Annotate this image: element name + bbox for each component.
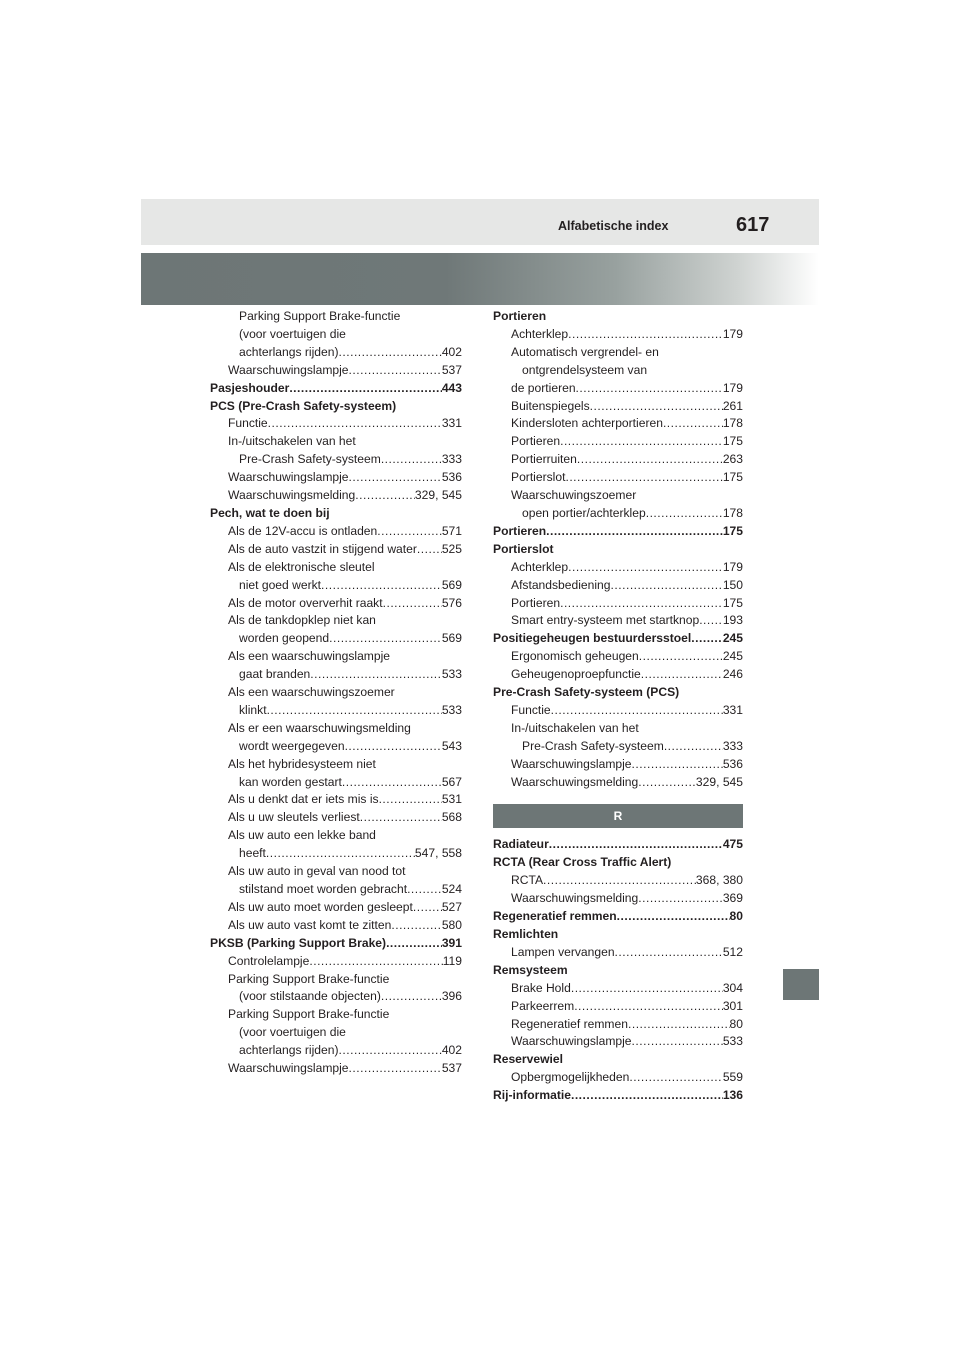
- leader-dots: [360, 809, 442, 827]
- leader-dots: [574, 998, 723, 1016]
- page-reference: 576: [441, 595, 462, 610]
- section-letter-header: R: [493, 804, 743, 828]
- index-entry-text: Waarschuwingslampje: [228, 470, 349, 485]
- leader-dots: [590, 398, 723, 416]
- leader-dots: [646, 505, 723, 523]
- page-reference: 533: [441, 667, 462, 682]
- index-subentry: [493, 433, 743, 451]
- index-entry-text: Geheugenoproepfunctie: [511, 667, 641, 682]
- leader-dots: [560, 433, 723, 451]
- page-reference: 245: [722, 631, 743, 646]
- page-reference: 533: [441, 702, 462, 717]
- chapter-side-tab: [783, 969, 819, 1000]
- index-entry: [493, 308, 743, 326]
- leader-dots: [309, 953, 442, 971]
- index-subentry: [210, 415, 462, 433]
- page-reference: 80: [729, 1016, 743, 1031]
- leader-dots: [386, 935, 442, 953]
- index-subentry: [493, 720, 743, 738]
- index-subentry: [493, 1016, 743, 1034]
- index-entry: [493, 684, 743, 702]
- index-subentry: [493, 756, 743, 774]
- index-entry-text: Kindersloten achterportieren: [511, 416, 663, 431]
- leader-dots: [617, 908, 730, 926]
- page-reference: 569: [441, 577, 462, 592]
- index-entry: [210, 505, 462, 523]
- index-subentry: [493, 451, 743, 469]
- leader-dots: [560, 595, 723, 613]
- page-reference: 527: [441, 899, 462, 914]
- index-entry: [493, 926, 743, 944]
- index-subentry: [210, 774, 462, 792]
- index-entry-text: Regeneratief remmen: [493, 909, 617, 924]
- index-entry-text: Automatisch vergrendel- en: [511, 344, 659, 359]
- page-reference: 178: [722, 505, 743, 520]
- index-subentry: [210, 1042, 462, 1060]
- index-column-right: [493, 308, 743, 1105]
- page-reference: 536: [441, 470, 462, 485]
- leader-dots: [638, 774, 696, 792]
- page-reference: 531: [441, 792, 462, 807]
- leader-dots: [377, 523, 442, 541]
- leader-dots: [638, 890, 723, 908]
- leader-dots: [546, 523, 723, 541]
- leader-dots: [568, 326, 723, 344]
- leader-dots: [549, 836, 723, 854]
- leader-dots: [381, 988, 442, 1006]
- page-reference: 402: [441, 1043, 462, 1058]
- index-entry-text: Ergonomisch geheugen: [511, 649, 639, 664]
- leader-dots: [571, 980, 723, 998]
- index-entry-text: Positiegeheugen bestuurdersstoel: [493, 631, 692, 646]
- index-subentry: [493, 469, 743, 487]
- index-subentry: [493, 666, 743, 684]
- index-entry-text: Pech, wat te doen bij: [210, 505, 330, 520]
- page-reference: 391: [441, 935, 462, 950]
- leader-dots: [699, 612, 723, 630]
- index-entry-text: In-/uitschakelen van het: [228, 434, 356, 449]
- leader-dots: [629, 1069, 722, 1087]
- leader-dots: [632, 756, 723, 774]
- index-subentry: [210, 523, 462, 541]
- page-reference: 179: [722, 326, 743, 341]
- index-entry-text: kan worden gestart: [239, 774, 342, 789]
- index-entry-text: Regeneratief remmen: [511, 1016, 628, 1031]
- index-subentry: [493, 380, 743, 398]
- page-header-title: Alfabetische index: [558, 219, 669, 233]
- index-entry-text: Remsysteem: [493, 962, 568, 977]
- leader-dots: [349, 362, 442, 380]
- index-entry: [493, 908, 743, 926]
- index-subentry: [493, 1033, 743, 1051]
- leader-dots: [628, 1016, 730, 1034]
- index-subentry: [210, 630, 462, 648]
- page-reference: 136: [722, 1088, 743, 1103]
- index-entry-text: de portieren: [511, 380, 576, 395]
- index-subentry: [210, 899, 462, 917]
- index-entry-text: PKSB (Parking Support Brake): [210, 935, 387, 950]
- index-entry-text: gaat branden: [239, 667, 311, 682]
- index-entry-text: (voor voertuigen die: [239, 326, 346, 341]
- index-entry-text: (voor voertuigen die: [239, 1025, 346, 1040]
- index-entry-text: Als u denkt dat er iets mis is: [228, 792, 379, 807]
- leader-dots: [342, 774, 442, 792]
- index-entry-text: Waarschuwingsmelding: [228, 488, 356, 503]
- index-entry-text: Als de tankdopklep niet kan: [228, 613, 376, 628]
- page-reference: 537: [441, 1061, 462, 1076]
- page-reference: 175: [722, 595, 743, 610]
- page-reference: 543: [441, 738, 462, 753]
- page-reference: 580: [441, 917, 462, 932]
- index-entry-text: Als de auto vastzit in stijgend water: [228, 541, 417, 556]
- index-entry-text: In-/uitschakelen van het: [511, 720, 639, 735]
- index-entry-text: PCS (Pre-Crash Safety-systeem): [210, 398, 397, 413]
- index-entry-text: niet goed werkt: [239, 577, 322, 592]
- page-reference: 179: [722, 559, 743, 574]
- index-entry: [493, 962, 743, 980]
- index-subentry: [493, 1069, 743, 1087]
- leader-dots: [413, 899, 442, 917]
- index-subentry: [210, 344, 462, 362]
- index-subentry: [210, 1006, 462, 1024]
- leader-dots: [349, 469, 442, 487]
- leader-dots: [565, 469, 722, 487]
- index-entry-text: Waarschuwingsmelding: [511, 774, 639, 789]
- index-entry-text: ontgrendelsysteem van: [522, 362, 648, 377]
- page-reference: 178: [722, 416, 743, 431]
- leader-dots: [379, 791, 442, 809]
- page-reference: 443: [441, 380, 462, 395]
- leader-dots: [407, 881, 442, 899]
- leader-dots: [551, 702, 723, 720]
- decorative-gradient-bar: [141, 253, 819, 305]
- index-subentry: [493, 702, 743, 720]
- page-reference: 333: [441, 452, 462, 467]
- index-entry-text: Buitenspiegels: [511, 398, 590, 413]
- leader-dots: [345, 738, 442, 756]
- index-entry-text: Achterklep: [511, 326, 569, 341]
- leader-dots: [266, 845, 415, 863]
- page-reference: 175: [722, 434, 743, 449]
- leader-dots: [349, 1060, 442, 1078]
- index-entry-text: Pre-Crash Safety-systeem: [239, 452, 381, 467]
- index-subentry: [493, 648, 743, 666]
- index-entry-text: Als de 12V-accu is ontladen: [228, 523, 378, 538]
- index-subentry: [493, 415, 743, 433]
- index-entry: [493, 630, 743, 648]
- leader-dots: [321, 577, 442, 595]
- page-reference: 537: [441, 362, 462, 377]
- index-entry-text: Pasjeshouder: [210, 380, 290, 395]
- page-reference: 369: [722, 891, 743, 906]
- index-subentry: [493, 344, 743, 362]
- index-entry: [493, 836, 743, 854]
- leader-dots: [289, 380, 442, 398]
- leader-dots: [329, 630, 442, 648]
- index-subentry: [493, 326, 743, 344]
- index-entry-text: Portieren: [511, 595, 561, 610]
- page-reference: 119: [442, 953, 462, 968]
- leader-dots: [615, 944, 723, 962]
- index-entry-text: (voor stilstaande objecten): [239, 989, 381, 1004]
- index-entry-text: RCTA (Rear Cross Traffic Alert): [493, 855, 672, 870]
- index-entry-text: achterlangs rijden): [239, 344, 339, 359]
- index-entry-text: Waarschuwingszoemer: [511, 488, 637, 503]
- index-entry-text: Als u uw sleutels verliest: [228, 810, 360, 825]
- leader-dots: [267, 702, 442, 720]
- index-entry-text: Waarschuwingsmelding: [511, 891, 639, 906]
- index-entry-text: wordt weergegeven: [239, 738, 345, 753]
- index-entry-text: Functie: [511, 702, 551, 717]
- index-entry-text: Controlelampje: [228, 953, 310, 968]
- index-subentry: [210, 362, 462, 380]
- index-subentry: [493, 890, 743, 908]
- page-reference: 80: [729, 909, 743, 924]
- page-reference: 533: [722, 1034, 743, 1049]
- leader-dots: [663, 415, 723, 433]
- index-entry-text: Als uw auto vast komt te zitten: [228, 917, 392, 932]
- page-reference: 567: [441, 774, 462, 789]
- page-reference: 246: [722, 667, 743, 682]
- index-entry-text: Pre-Crash Safety-systeem (PCS): [493, 685, 680, 700]
- index-subentry: [493, 398, 743, 416]
- page-reference: 512: [722, 944, 743, 959]
- index-entry-text: Portieren: [493, 309, 547, 323]
- index-entry-text: Rij-informatie: [493, 1088, 571, 1103]
- index-entry: [210, 398, 462, 416]
- leader-dots: [568, 559, 723, 577]
- index-entry-text: Als uw auto in geval van nood tot: [228, 864, 406, 879]
- index-subentry: [493, 559, 743, 577]
- index-subentry: [493, 612, 743, 630]
- index-subentry: [210, 433, 462, 451]
- page-reference: 245: [722, 649, 743, 664]
- index-subentry: [210, 308, 462, 326]
- index-entry-text: open portier/achterklep: [522, 505, 646, 520]
- index-entry-text: Waarschuwingslampje: [511, 756, 632, 771]
- page-reference: 329, 545: [414, 488, 462, 503]
- index-entry-text: Reservewiel: [493, 1052, 563, 1067]
- index-subentry: [210, 988, 462, 1006]
- index-entry-text: worden geopend: [239, 631, 330, 646]
- index-subentry: [210, 648, 462, 666]
- index-subentry: [493, 944, 743, 962]
- index-entry: [493, 1051, 743, 1069]
- index-subentry: [210, 971, 462, 989]
- index-subentry: [210, 953, 462, 971]
- index-entry-text: Als er een waarschuwingsmelding: [228, 720, 411, 735]
- index-subentry: [493, 487, 743, 505]
- page-reference: 568: [441, 810, 462, 825]
- leader-dots: [577, 451, 723, 469]
- page-reference: 175: [722, 470, 743, 485]
- index-entry: [210, 380, 462, 398]
- index-subentry: [210, 738, 462, 756]
- leader-dots: [355, 487, 415, 505]
- leader-dots: [268, 415, 442, 433]
- index-subentry: [210, 595, 462, 613]
- page-number: 617: [736, 214, 770, 236]
- index-subentry: [210, 809, 462, 827]
- index-subentry: [210, 881, 462, 899]
- leader-dots: [632, 1033, 723, 1051]
- leader-dots: [611, 577, 723, 595]
- index-entry-text: Radiateur: [493, 837, 549, 852]
- page-reference: 559: [722, 1070, 743, 1085]
- index-entry-text: Functie: [228, 416, 268, 431]
- index-subentry: [210, 845, 462, 863]
- index-subentry: [210, 827, 462, 845]
- page-reference: 396: [441, 989, 462, 1004]
- index-subentry: [210, 917, 462, 935]
- page-reference: 569: [441, 631, 462, 646]
- leader-dots: [543, 872, 696, 890]
- index-column-left: [210, 308, 462, 1078]
- page-reference: 368, 380: [695, 873, 743, 888]
- page-reference: 331: [722, 702, 743, 717]
- page-reference: 261: [722, 398, 743, 413]
- index-entry-text: Remlichten: [493, 927, 559, 941]
- index-entry-text: Als uw auto moet worden gesleept: [228, 899, 413, 914]
- page-reference: 402: [441, 344, 462, 359]
- index-subentry: [210, 612, 462, 630]
- index-entry-text: Portieren: [493, 523, 547, 538]
- index-entry-text: Portieren: [511, 434, 561, 449]
- index-subentry: [493, 774, 743, 792]
- index-subentry: [493, 738, 743, 756]
- leader-dots: [339, 344, 442, 362]
- page-reference: 175: [722, 523, 743, 538]
- index-subentry: [210, 577, 462, 595]
- leader-dots: [571, 1087, 723, 1105]
- index-subentry: [210, 326, 462, 344]
- page-reference: 525: [441, 541, 462, 556]
- index-subentry: [493, 998, 743, 1016]
- index-subentry: [210, 1024, 462, 1042]
- leader-dots: [576, 380, 723, 398]
- page-reference: 536: [722, 756, 743, 771]
- page-reference: 571: [441, 523, 462, 538]
- index-entry-text: Portierslot: [511, 470, 566, 485]
- page-reference: 301: [722, 998, 743, 1013]
- leader-dots: [664, 738, 723, 756]
- page-reference: 179: [722, 380, 743, 395]
- index-entry-text: Als het hybridesysteem niet: [228, 756, 376, 771]
- leader-dots: [310, 666, 442, 684]
- index-entry-text: Waarschuwingslampje: [228, 362, 349, 377]
- page-reference: 333: [722, 738, 743, 753]
- index-subentry: [210, 1060, 462, 1078]
- page-reference: 475: [722, 837, 743, 852]
- leader-dots: [417, 541, 442, 559]
- page-reference: 263: [722, 452, 743, 467]
- index-subentry: [493, 980, 743, 998]
- page-reference: 547, 558: [414, 846, 462, 861]
- index-entry-text: klinkt: [239, 702, 267, 717]
- index-entry-text: Parkeerrem: [511, 998, 575, 1013]
- index-subentry: [210, 541, 462, 559]
- index-entry-text: heeft: [239, 846, 266, 861]
- leader-dots: [691, 630, 723, 648]
- index-subentry: [210, 487, 462, 505]
- index-subentry: [210, 791, 462, 809]
- index-entry-text: Achterklep: [511, 559, 569, 574]
- index-entry-text: Parking Support Brake-functie: [239, 309, 401, 323]
- index-subentry: [210, 684, 462, 702]
- index-subentry: [210, 451, 462, 469]
- page-reference: 329, 545: [695, 774, 743, 789]
- index-entry-text: stilstand moet worden gebracht: [239, 882, 408, 896]
- page-reference: 150: [722, 577, 743, 592]
- index-entry-text: Opbergmogelijkheden: [511, 1070, 630, 1085]
- index-entry-text: Portierruiten: [511, 452, 577, 467]
- index-entry-text: Pre-Crash Safety-systeem: [522, 738, 664, 753]
- index-entry-text: Parking Support Brake-functie: [228, 971, 390, 986]
- index-subentry: [210, 863, 462, 881]
- page-reference: 193: [722, 613, 743, 628]
- index-subentry: [210, 666, 462, 684]
- index-entry-text: Als een waarschuwingslampje: [228, 649, 391, 664]
- leader-dots: [339, 1042, 442, 1060]
- index-subentry: [210, 559, 462, 577]
- index-subentry: [493, 872, 743, 890]
- index-entry-text: Als de elektronische sleutel: [228, 559, 375, 574]
- index-entry-text: achterlangs rijden): [239, 1043, 339, 1058]
- leader-dots: [641, 666, 723, 684]
- index-entry: [210, 935, 462, 953]
- index-subentry: [210, 702, 462, 720]
- index-entry: [493, 523, 743, 541]
- index-entry: [493, 854, 743, 872]
- index-entry-text: Waarschuwingslampje: [228, 1061, 349, 1076]
- index-subentry: [210, 720, 462, 738]
- leader-dots: [381, 451, 442, 469]
- index-subentry: [493, 362, 743, 380]
- index-subentry: [493, 577, 743, 595]
- page-reference: 304: [722, 980, 743, 995]
- index-entry-text: Als een waarschuwingszoemer: [228, 685, 395, 700]
- index-entry: [493, 541, 743, 559]
- leader-dots: [383, 595, 442, 613]
- index-entry-text: Afstandsbediening: [511, 577, 611, 592]
- index-entry-text: Lampen vervangen: [511, 944, 615, 959]
- index-entry-text: Smart entry-systeem met startknop: [511, 613, 700, 628]
- leader-dots: [639, 648, 723, 666]
- page-reference: 524: [441, 882, 462, 896]
- index-subentry: [210, 469, 462, 487]
- leader-dots: [391, 917, 441, 935]
- index-entry-text: Parking Support Brake-functie: [228, 1007, 390, 1022]
- index-entry: [493, 1087, 743, 1105]
- index-subentry: [210, 756, 462, 774]
- index-subentry: [493, 595, 743, 613]
- index-entry-text: Waarschuwingslampje: [511, 1034, 632, 1049]
- page-reference: 331: [441, 416, 462, 431]
- index-entry-text: Als de motor oververhit raakt: [228, 595, 383, 610]
- index-entry-text: RCTA: [511, 873, 544, 888]
- index-entry-text: Als uw auto een lekke band: [228, 828, 376, 843]
- header-band: [141, 199, 819, 245]
- index-subentry: [493, 505, 743, 523]
- index-entry-text: Portierslot: [493, 541, 554, 556]
- index-entry-text: Brake Hold: [511, 980, 571, 995]
